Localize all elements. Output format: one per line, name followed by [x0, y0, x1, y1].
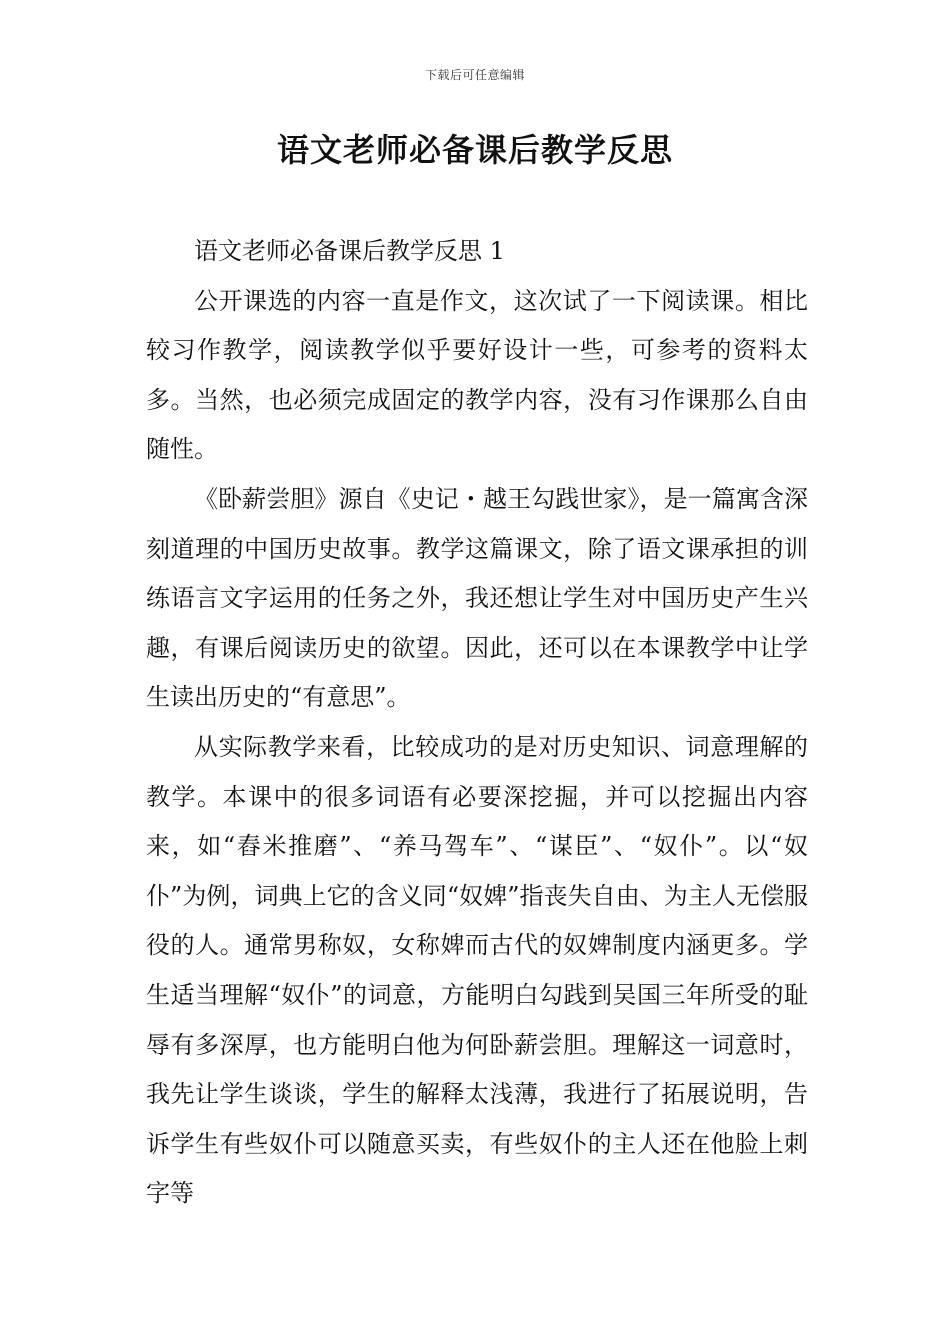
- header-note: 下载后可任意编辑: [424, 68, 525, 82]
- document-body: [146, 227, 808, 1219]
- paragraph-1: 公开课选的内容一直是作文，这次试了一下阅读课。相比较习作教学，阅读教学似乎要好设计一些，可参考的资料太多。当然，也必须完成固定的教学内容，没有习作课那么自由随性。: [146, 286, 808, 464]
- section-heading: 语文老师必备课后教学反思 1: [194, 237, 505, 265]
- document-title: 语文老师必备课后教学反思: [276, 131, 673, 169]
- paragraph-2: 《卧薪尝胆》源自《史记・越王勾践世家》，是一篇寓含深刻道理的中国历史故事。教学这篇课文，除了语文课承担的训练语言文字运用的任务之外，我还想让学生对中国历史产生兴趣，有课后阅读历史的欲望。因此，还可以在本课教学中让学生读出历史的“有意思”。: [146, 484, 808, 712]
- paragraph-3: 从实际教学来看，比较成功的是对历史知识、词意理解的教学。本课中的很多词语有必要深挖掘，并可以挖掘出内容来，如“舂米推磨”、“养马驾车”、“谋臣”、“奴仆”。以“奴仆”为例，词典上它的含义同“奴婢”指丧失自由、为主人无偿服役的人。通常男称奴，女称婢而古代的奴婢制度内涵更多。学生适当理解“奴仆”的词意，方能明白勾践到吴国三年所受的耻辱有多深厚，也方能明白他为何卧薪尝胆。理解这一词意时，我先让学生谈谈，学生的解释太浅薄，我进行了拓展说明，告诉学生有些奴仆可以随意买卖，有些奴仆的主人还在他脸上刺字等: [146, 732, 808, 1208]
